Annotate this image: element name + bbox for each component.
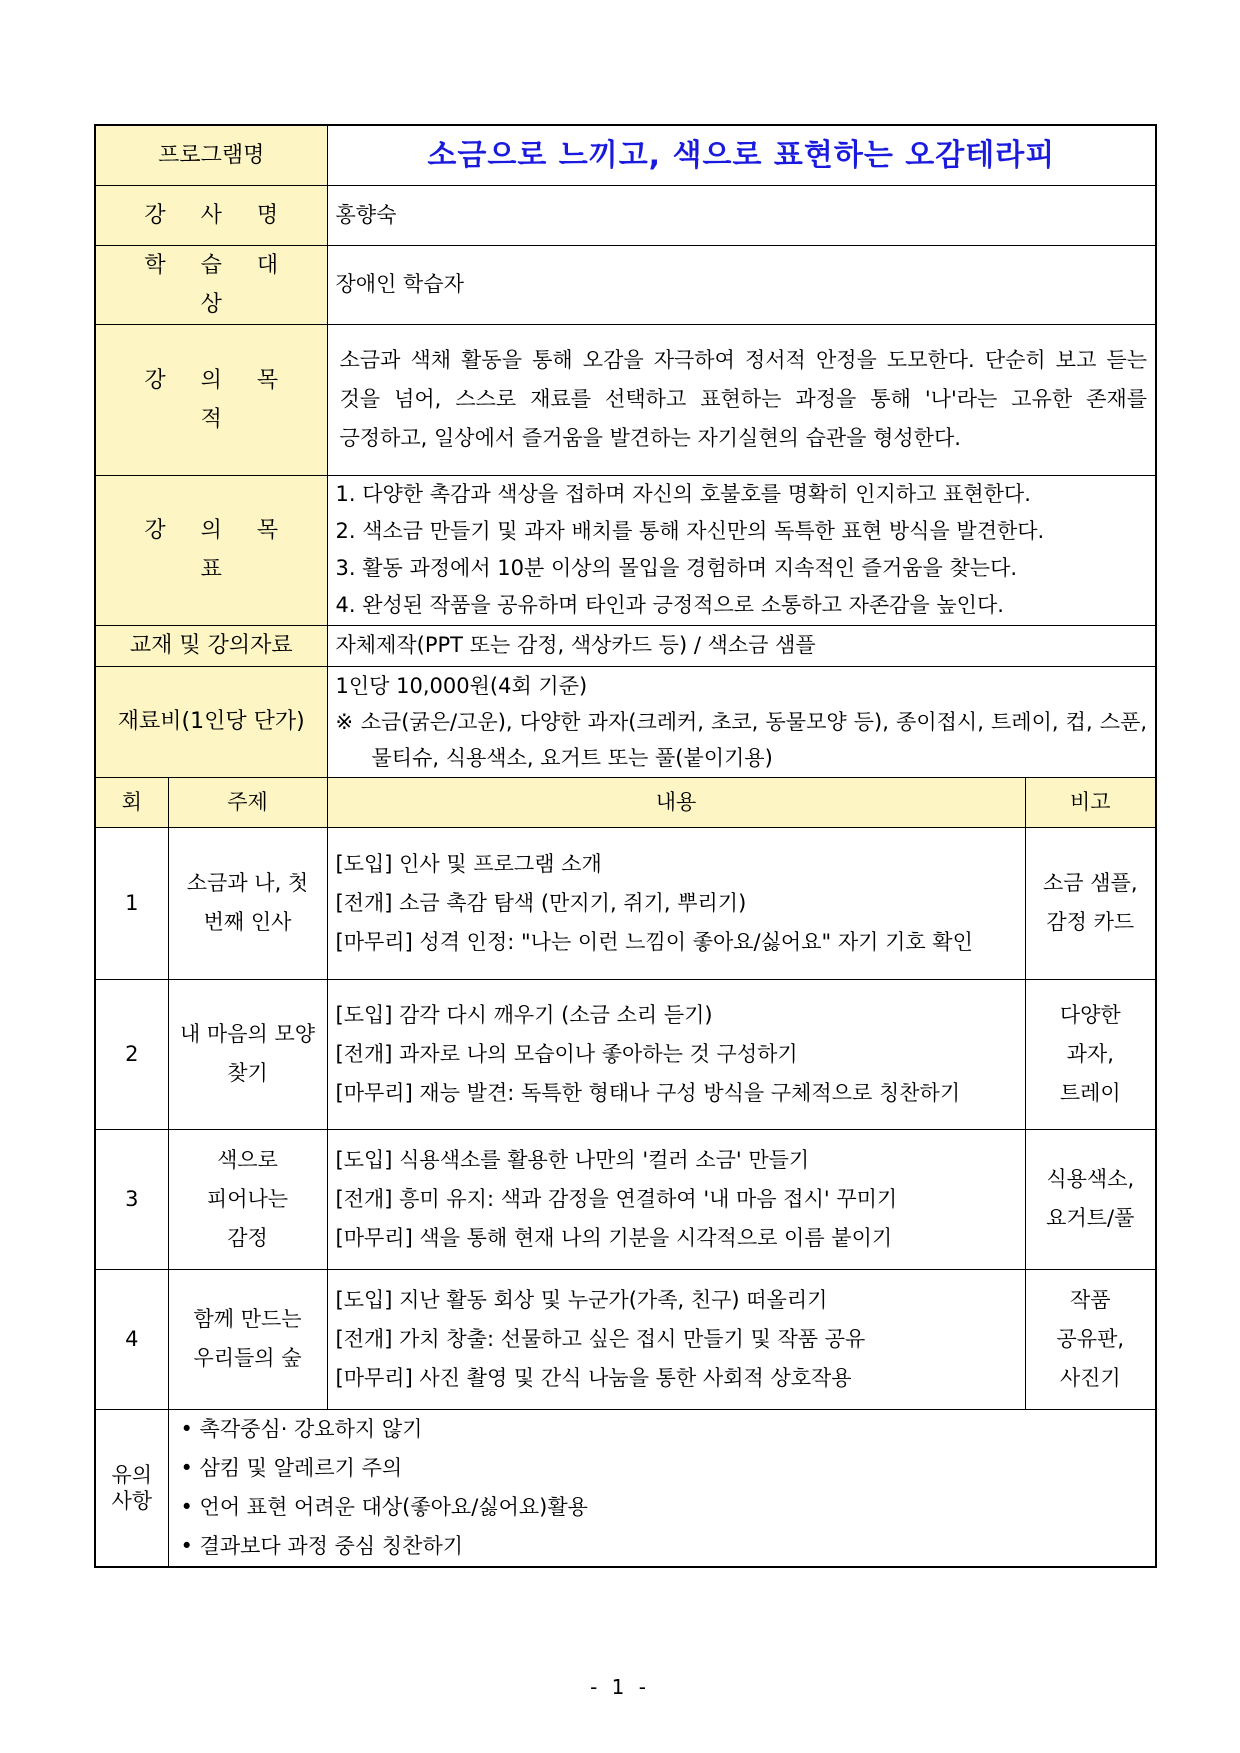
session-topic: 소금과 나, 첫 번째 인사: [168, 827, 327, 979]
session-number: 4: [95, 1269, 168, 1409]
target-row: [95, 245, 1156, 324]
cost-row: [95, 666, 1156, 777]
note-item: • 삼킴 및 알레르기 주의: [180, 1455, 403, 1480]
content-line: [마무리] 사진 촬영 및 간식 나눔을 통한 사회적 상호작용: [335, 1365, 852, 1390]
content-line: [마무리] 색을 통해 현재 나의 기분을 시각적으로 이름 붙이기: [335, 1225, 893, 1250]
content-line: [전개] 흥미 유지: 색과 감정을 연결하여 '내 마음 접시' 꾸미기: [335, 1186, 898, 1211]
session-content: [327, 1269, 1025, 1409]
program-title: 소금으로 느끼고, 색으로 표현하는 오감테라피: [327, 125, 1156, 185]
session-content: [327, 827, 1025, 979]
content-line: [전개] 소금 촉감 탐색 (만지기, 쥐기, 뿌리기): [335, 890, 747, 915]
header-note: 비고: [1025, 777, 1156, 827]
notes-row: [95, 1409, 1156, 1567]
note-item: • 결과보다 과정 중심 칭찬하기: [180, 1533, 464, 1558]
program-table: [94, 124, 1157, 1568]
goal-item: 1. 다양한 촉감과 색상을 접하며 자신의 호불호를 명확히 인지하고 표현한다.: [335, 482, 1031, 506]
session-topic: 내 마음의 모양 찾기: [168, 979, 327, 1129]
header-topic: 주제: [168, 777, 327, 827]
notes-label: 유의 사항: [95, 1409, 168, 1567]
materials-label: 교재 및 강의자료: [95, 625, 327, 666]
target-value: 장애인 학습자: [327, 245, 1156, 324]
header-session: 회: [95, 777, 168, 827]
session-topic: 색으로 피어나는 감정: [168, 1129, 327, 1269]
session-row-2: [95, 979, 1156, 1129]
header-content: 내용: [327, 777, 1025, 827]
page-number: - 1 -: [590, 1675, 650, 1699]
session-content: [327, 979, 1025, 1129]
content-line: [전개] 과자로 나의 모습이나 좋아하는 것 구성하기: [335, 1041, 798, 1066]
content-line: [마무리] 성격 인정: "나는 이런 느낌이 좋아요/싫어요" 자기 기호 확인: [335, 929, 973, 954]
session-number: 1: [95, 827, 168, 979]
session-note: 식용색소, 요거트/풀: [1025, 1129, 1156, 1269]
content-line: [도입] 인사 및 프로그램 소개: [335, 851, 602, 876]
instructor-label: 강 사 명: [95, 185, 327, 245]
content-line: [마무리] 재능 발견: 독특한 형태나 구성 방식을 구체적으로 칭찬하기: [335, 1080, 961, 1105]
content-line: [전개] 가치 창출: 선물하고 싶은 접시 만들기 및 작품 공유: [335, 1326, 866, 1351]
session-note: 소금 샘플, 감정 카드: [1025, 827, 1156, 979]
instructor-row: [95, 185, 1156, 245]
document-page: [94, 124, 1155, 1568]
cost-total: 1인당 10,000원(4회 기준): [335, 673, 588, 698]
note-item: • 촉각중심· 강요하지 않기: [180, 1416, 423, 1441]
instructor-value: 홍향숙: [327, 185, 1156, 245]
session-number: 3: [95, 1129, 168, 1269]
purpose-value: 소금과 색채 활동을 통해 오감을 자극하여 정서적 안정을 도모한다. 단순히 보고 듣는 것을 넘어, 스스로 재료를 선택하고 표현하는 과정을 통해 '나'라는 고유한 존재를 긍정하고, 일상에서 즐거움을 발견하는 자기실현의 습관을 형성한다.: [327, 324, 1156, 475]
cost-label: 재료비(1인당 단가): [95, 666, 327, 777]
purpose-label: 강 의 목 적: [95, 324, 327, 475]
session-topic: 함께 만드는 우리들의 숲: [168, 1269, 327, 1409]
schedule-header-row: [95, 777, 1156, 827]
session-row-4: [95, 1269, 1156, 1409]
content-line: [도입] 식용색소를 활용한 나만의 '컬러 소금' 만들기: [335, 1147, 810, 1172]
cost-items: ※ 소금(굵은/고운), 다양한 과자(크레커, 초코, 동물모양 등), 종이접시, 트레이, 컵, 스푼, 물티슈, 식용색소, 요거트 또는 풀(붙이기용): [335, 709, 1148, 770]
session-row-1: [95, 827, 1156, 979]
program-row: [95, 125, 1156, 185]
content-line: [도입] 지난 활동 회상 및 누군가(가족, 친구) 떠올리기: [335, 1287, 828, 1312]
materials-row: [95, 625, 1156, 666]
goal-item: 2. 색소금 만들기 및 과자 배치를 통해 자신만의 독특한 표현 방식을 발견한다.: [335, 519, 1045, 543]
goals-list: [327, 475, 1156, 625]
session-row-3: [95, 1129, 1156, 1269]
cost-value: [327, 666, 1156, 777]
session-number: 2: [95, 979, 168, 1129]
target-label: 학 습 대 상: [95, 245, 327, 324]
notes-list: [168, 1409, 1156, 1567]
goal-item: 3. 활동 과정에서 10분 이상의 몰입을 경험하며 지속적인 즐거움을 찾는다.: [335, 556, 1018, 580]
session-content: [327, 1129, 1025, 1269]
goals-label: 강 의 목 표: [95, 475, 327, 625]
content-line: [도입] 감각 다시 깨우기 (소금 소리 듣기): [335, 1002, 713, 1027]
session-note: 작품 공유판, 사진기: [1025, 1269, 1156, 1409]
purpose-row: [95, 324, 1156, 475]
goals-row: [95, 475, 1156, 625]
note-item: • 언어 표현 어려운 대상(좋아요/싫어요)활용: [180, 1494, 588, 1519]
goal-item: 4. 완성된 작품을 공유하며 타인과 긍정적으로 소통하고 자존감을 높인다.: [335, 593, 1004, 617]
program-label: 프로그램명: [95, 125, 327, 185]
materials-value: 자체제작(PPT 또는 감정, 색상카드 등) / 색소금 샘플: [327, 625, 1156, 666]
session-note: 다양한 과자, 트레이: [1025, 979, 1156, 1129]
